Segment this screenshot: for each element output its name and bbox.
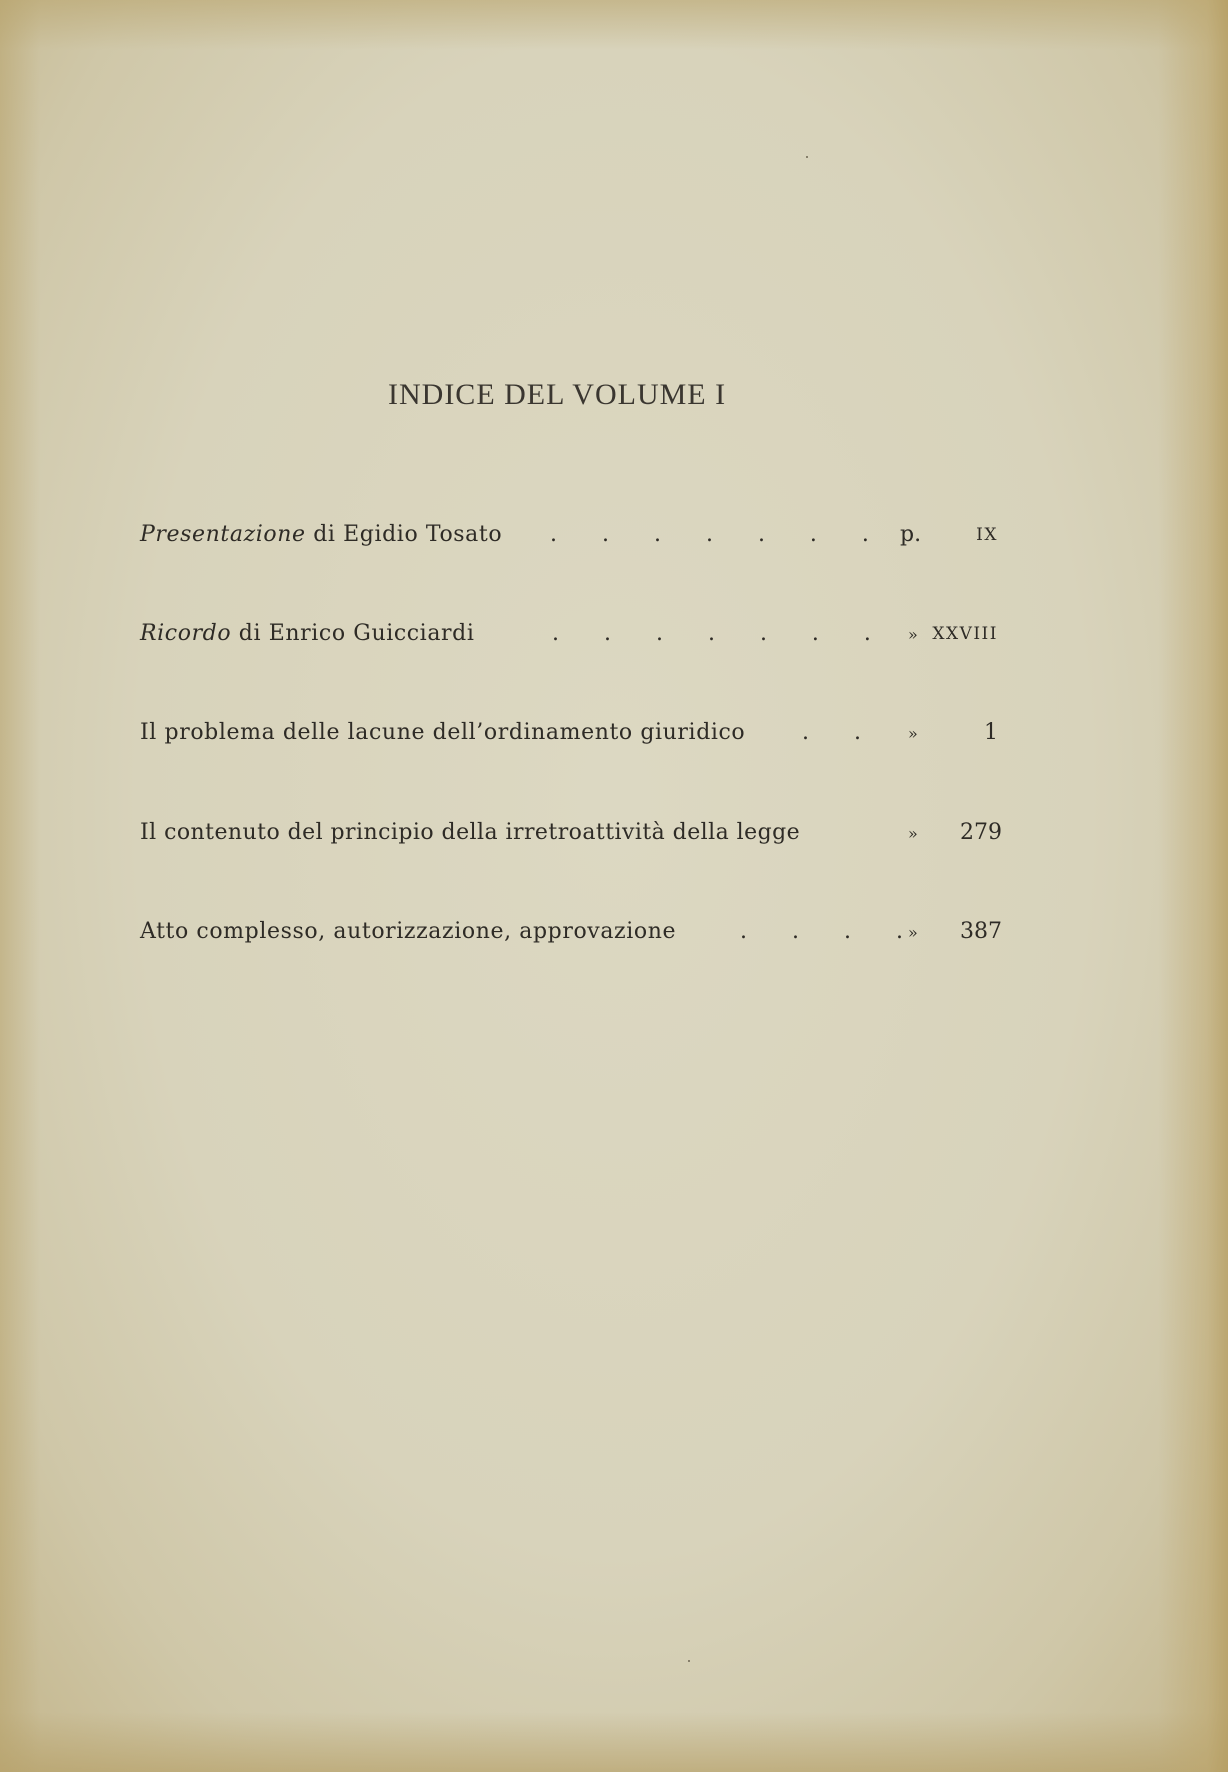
toc-entry-text: di Egidio Tosato	[305, 522, 503, 547]
toc-page-number: 279	[960, 820, 1002, 845]
toc-page-marker: »	[908, 923, 918, 942]
toc-entry-text: di Enrico Guicciardi	[231, 621, 475, 646]
toc-page-marker: »	[908, 824, 918, 843]
toc-entry-atto-complesso	[140, 919, 1002, 959]
toc-entry-presentazione	[140, 522, 1002, 562]
toc-entry-italic: Ricordo	[140, 621, 232, 646]
toc-leader-dots: . .	[802, 720, 861, 745]
toc-entry-lacune	[140, 720, 1002, 760]
toc-page-number: 387	[960, 919, 1002, 944]
page-title: INDICE DEL VOLUME I	[388, 378, 727, 411]
toc-entry-title: Il contenuto del principio della irretroattività della legge	[140, 820, 801, 845]
toc-entry-title: Atto complesso, autorizzazione, approvazione	[140, 919, 677, 944]
toc-entry-ricordo	[140, 621, 1002, 661]
toc-page-number: IX	[976, 525, 998, 545]
toc-leader-dots: . . . . . . .	[552, 621, 871, 646]
toc-entry-irretroattivita	[140, 820, 1002, 860]
toc-leader-dots: . . . .	[740, 919, 903, 944]
toc-page-marker: »	[908, 724, 918, 743]
toc-leader-dots: . . . . . . .	[550, 522, 869, 547]
toc-page-marker: »	[908, 625, 918, 644]
toc-entry-title: Il problema delle lacune dell’ordinamento giuridico	[140, 720, 746, 745]
toc-entry-italic: Presentazione	[140, 522, 306, 547]
toc-page-number: 1	[984, 720, 998, 745]
toc-page-marker: p.	[900, 522, 922, 547]
toc-page-number: XXVIII	[932, 624, 998, 644]
